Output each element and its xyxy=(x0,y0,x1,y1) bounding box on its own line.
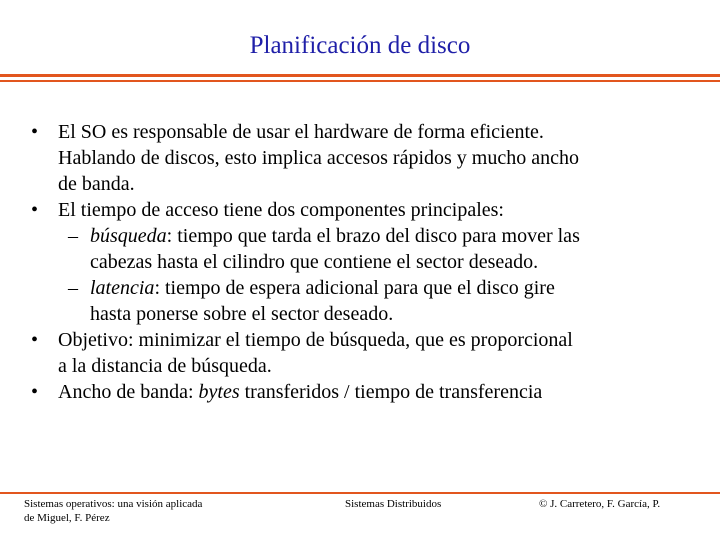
footer-rule xyxy=(0,492,720,494)
bullet-1-line-2: Hablando de discos, esto implica accesos rápidos y mucho ancho xyxy=(58,147,579,169)
bullet-marker: • xyxy=(31,381,39,403)
sub-bullet-marker: – xyxy=(68,277,78,299)
sub-bullet-2-line-2: hasta ponerse sobre el sector deseado. xyxy=(90,303,394,325)
bullet-1-line-1: El SO es responsable de usar el hardware de forma eficiente. xyxy=(58,121,544,143)
sub-bullet-1-text: : tiempo que tarda el brazo del disco para mover las xyxy=(166,225,580,247)
sub-bullet-1-line-2: cabezas hasta el cilindro que contiene el sector deseado. xyxy=(90,251,539,273)
sub-bullet-2-text: : tiempo de espera adicional para que el disco gire xyxy=(154,277,555,299)
bullet-2-line-1: El tiempo de acceso tiene dos componentes principales: xyxy=(58,199,504,221)
bullet-4-prefix: Ancho de banda: xyxy=(58,381,199,403)
footer-course: Sistemas Distribuidos xyxy=(345,498,442,510)
bullet-3-line-1: Objetivo: minimizar el tiempo de búsqueda, que es proporcional xyxy=(58,329,573,351)
title-rule-thin xyxy=(0,80,720,82)
sub-bullet-marker: – xyxy=(68,225,78,247)
footer-book-credit xyxy=(24,497,202,525)
bullet-1-line-3: de banda. xyxy=(58,173,135,195)
bullet-marker: • xyxy=(31,121,39,143)
title-rule-thick xyxy=(0,74,720,77)
footer-book-line-1: Sistemas operativos: una visión aplicada xyxy=(24,498,203,510)
sub-bullet-1-term: búsqueda xyxy=(90,225,167,247)
bullet-4-rest: transferidos / tiempo de transferencia xyxy=(239,381,543,403)
bullet-marker: • xyxy=(31,329,39,351)
bullet-4-term: bytes xyxy=(198,381,240,403)
footer-book-line-2: de Miguel, F. Pérez xyxy=(24,512,110,524)
sub-bullet-1-line-1 xyxy=(90,223,580,249)
bullet-marker: • xyxy=(31,199,39,221)
bullet-4-line-1 xyxy=(58,379,542,405)
slide-title: Planificación de disco xyxy=(249,32,471,59)
sub-bullet-2-term: latencia xyxy=(90,277,155,299)
bullet-3-line-2: a la distancia de búsqueda. xyxy=(58,355,272,377)
footer-copyright: © J. Carretero, F. García, P. xyxy=(539,498,661,510)
sub-bullet-2-line-1 xyxy=(90,275,555,301)
